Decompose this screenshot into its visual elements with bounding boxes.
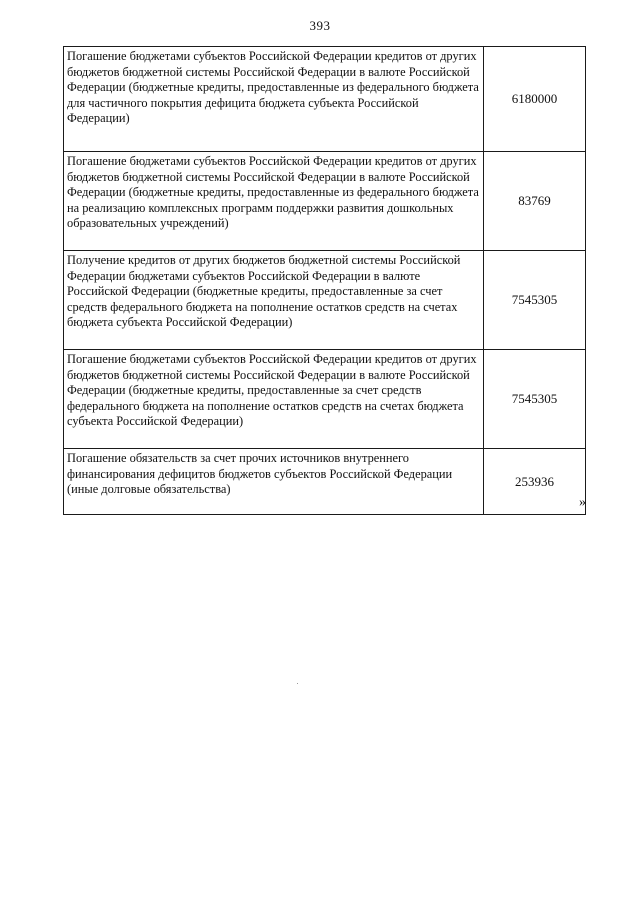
scan-speck — [297, 683, 298, 684]
table-row — [64, 350, 586, 449]
row-amount: 7545305 — [484, 350, 586, 449]
closing-quote-mark: » — [579, 495, 586, 510]
table-row — [64, 449, 586, 515]
table-row — [64, 251, 586, 350]
row-amount: 253936 — [484, 449, 586, 515]
page-number: 393 — [309, 18, 331, 33]
row-description: Погашение бюджетами субъектов Российской Федерации кредитов от других бюджетов бюджетной системы Российской Федерации в валюте Российской Федерации (бюджетные кредиты, предоставленные из федерального бюджета на реализацию комплексных программ поддержки развития дошкольных образовательных учреждений) — [64, 152, 484, 251]
row-description: Погашение обязательств за счет прочих источников внутреннего финансирования дефицитов бюджетов субъектов Российской Федерации (иные долговые обязательства) — [64, 449, 484, 515]
table-row — [64, 152, 586, 251]
budget-table — [63, 46, 586, 515]
row-description: Получение кредитов от других бюджетов бюджетной системы Российской Федерации бюджетами субъектов Российской Федерации в валюте Российской Федерации (бюджетные кредиты, предоставленные за счет средств федерального бюджета на пополнение остатков средств на счетах бюджета субъекта Российской Федерации) — [64, 251, 484, 350]
budget-table-container — [63, 46, 586, 515]
row-amount: 83769 — [484, 152, 586, 251]
table-row — [64, 47, 586, 152]
row-amount: 7545305 — [484, 251, 586, 350]
row-description: Погашение бюджетами субъектов Российской Федерации кредитов от других бюджетов бюджетной системы Российской Федерации в валюте Российской Федерации (бюджетные кредиты, предоставленные из федерального бюджета для частичного покрытия дефицита бюджета субъекта Российской Федерации) — [64, 47, 484, 152]
row-description: Погашение бюджетами субъектов Российской Федерации кредитов от других бюджетов бюджетной системы Российской Федерации в валюте Российской Федерации (бюджетные кредиты, предоставленные за счет средств федерального бюджета на пополнение остатков средств на счетах бюджета субъекта Российской Федерации) — [64, 350, 484, 449]
row-amount: 6180000 — [484, 47, 586, 152]
